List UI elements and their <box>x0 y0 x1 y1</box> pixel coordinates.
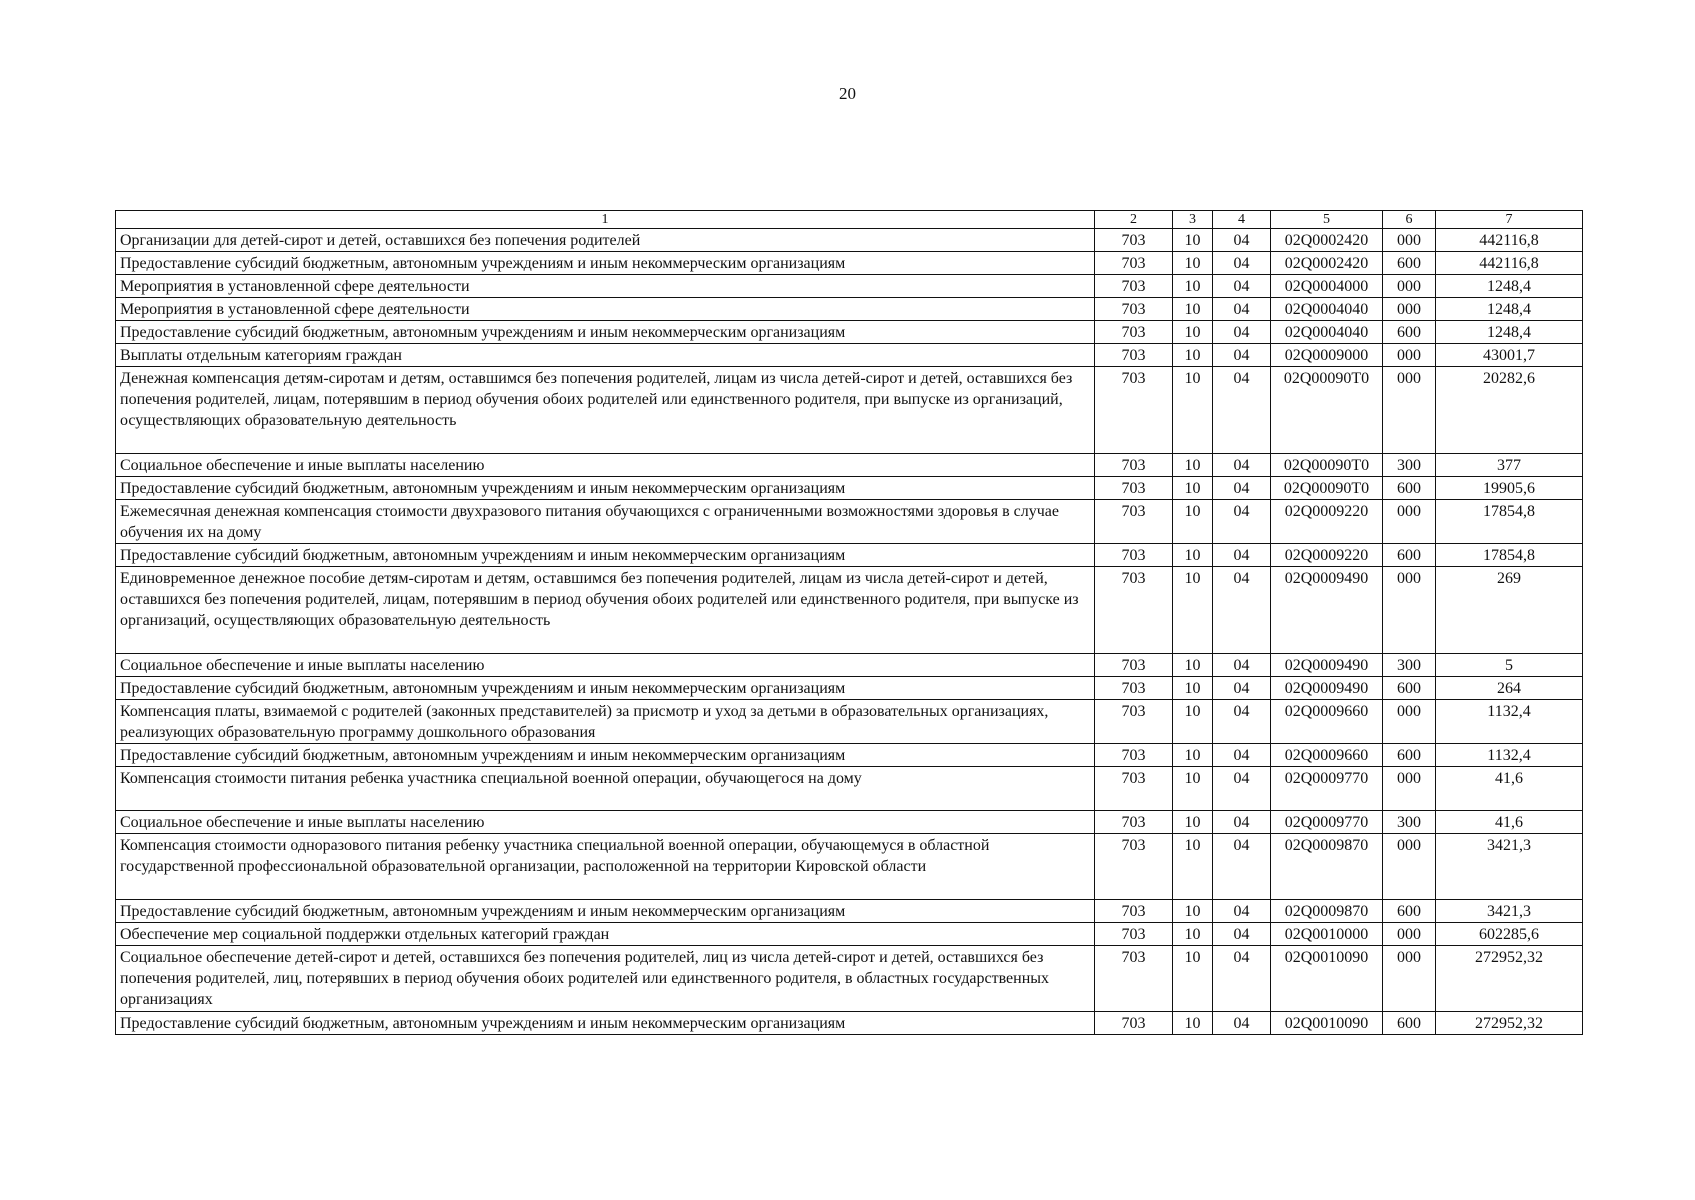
row-name-cell: Мероприятия в установленной сфере деятельности <box>116 298 1095 321</box>
row-subsection-cell: 04 <box>1213 654 1271 677</box>
row-amount-cell: 43001,7 <box>1436 344 1583 367</box>
row-amount-cell: 377 <box>1436 454 1583 477</box>
row-amount-cell: 264 <box>1436 677 1583 700</box>
row-code-cell: 703 <box>1095 477 1173 500</box>
column-header: 3 <box>1173 211 1213 229</box>
row-name-cell: Ежемесячная денежная компенсация стоимости двухразового питания обучающихся с ограниченными возможностями здоровья в случае обучения их на дому <box>116 500 1095 544</box>
row-name-cell: Единовременное денежное пособие детям-сиротам и детям, оставшимся без попечения родителей, лицам из числа детей-сирот и детей, оставшихся без попечения родителей, лицам, потерявшим в период обучения обоих родителей или единственного родителя, при выпуске из организаций, осуществляющих образовательную деятельность <box>116 567 1095 654</box>
table-row <box>116 700 1583 744</box>
row-target-article-cell: 02Q0010000 <box>1271 923 1383 946</box>
row-code-cell: 703 <box>1095 367 1173 454</box>
page-number: 20 <box>839 84 856 103</box>
column-header: 5 <box>1271 211 1383 229</box>
row-expense-type-cell: 300 <box>1383 654 1436 677</box>
table-row <box>116 544 1583 567</box>
row-subsection-cell: 04 <box>1213 275 1271 298</box>
column-header: 4 <box>1213 211 1271 229</box>
row-target-article-cell: 02Q0009870 <box>1271 834 1383 900</box>
row-code-cell: 703 <box>1095 298 1173 321</box>
row-section-cell: 10 <box>1173 1012 1213 1035</box>
row-section-cell: 10 <box>1173 275 1213 298</box>
row-subsection-cell: 04 <box>1213 454 1271 477</box>
row-code-cell: 703 <box>1095 544 1173 567</box>
row-section-cell: 10 <box>1173 454 1213 477</box>
row-code-cell: 703 <box>1095 923 1173 946</box>
row-name-cell: Предоставление субсидий бюджетным, автономным учреждениям и иным некоммерческим организациям <box>116 900 1095 923</box>
row-subsection-cell: 04 <box>1213 500 1271 544</box>
row-expense-type-cell: 600 <box>1383 321 1436 344</box>
table-row <box>116 1012 1583 1035</box>
row-target-article-cell: 02Q0010090 <box>1271 1012 1383 1035</box>
row-amount-cell: 5 <box>1436 654 1583 677</box>
row-expense-type-cell: 000 <box>1383 567 1436 654</box>
row-expense-type-cell: 600 <box>1383 544 1436 567</box>
row-subsection-cell: 04 <box>1213 321 1271 344</box>
row-section-cell: 10 <box>1173 298 1213 321</box>
row-code-cell: 703 <box>1095 811 1173 834</box>
row-code-cell: 703 <box>1095 275 1173 298</box>
row-expense-type-cell: 000 <box>1383 946 1436 1012</box>
row-expense-type-cell: 000 <box>1383 923 1436 946</box>
row-target-article-cell: 02Q0009000 <box>1271 344 1383 367</box>
table-row <box>116 500 1583 544</box>
row-target-article-cell: 02Q00090T0 <box>1271 367 1383 454</box>
table-row <box>116 477 1583 500</box>
row-expense-type-cell: 000 <box>1383 500 1436 544</box>
row-subsection-cell: 04 <box>1213 946 1271 1012</box>
row-code-cell: 703 <box>1095 900 1173 923</box>
row-expense-type-cell: 300 <box>1383 454 1436 477</box>
row-amount-cell: 41,6 <box>1436 767 1583 811</box>
row-name-cell: Выплаты отдельным категориям граждан <box>116 344 1095 367</box>
row-subsection-cell: 04 <box>1213 477 1271 500</box>
row-section-cell: 10 <box>1173 900 1213 923</box>
row-code-cell: 703 <box>1095 700 1173 744</box>
row-amount-cell: 442116,8 <box>1436 229 1583 252</box>
row-name-cell: Предоставление субсидий бюджетным, автономным учреждениям и иным некоммерческим организациям <box>116 477 1095 500</box>
row-subsection-cell: 04 <box>1213 367 1271 454</box>
row-amount-cell: 442116,8 <box>1436 252 1583 275</box>
table-row <box>116 946 1583 1012</box>
row-code-cell: 703 <box>1095 767 1173 811</box>
row-expense-type-cell: 600 <box>1383 477 1436 500</box>
table-row <box>116 298 1583 321</box>
row-code-cell: 703 <box>1095 454 1173 477</box>
row-expense-type-cell: 000 <box>1383 298 1436 321</box>
table-row <box>116 834 1583 900</box>
row-target-article-cell: 02Q00090T0 <box>1271 454 1383 477</box>
row-section-cell: 10 <box>1173 767 1213 811</box>
row-name-cell: Социальное обеспечение и иные выплаты населению <box>116 454 1095 477</box>
row-target-article-cell: 02Q0004040 <box>1271 321 1383 344</box>
row-section-cell: 10 <box>1173 544 1213 567</box>
row-expense-type-cell: 000 <box>1383 834 1436 900</box>
row-subsection-cell: 04 <box>1213 923 1271 946</box>
row-subsection-cell: 04 <box>1213 834 1271 900</box>
row-expense-type-cell: 000 <box>1383 344 1436 367</box>
budget-table <box>115 210 1583 1035</box>
row-subsection-cell: 04 <box>1213 811 1271 834</box>
row-section-cell: 10 <box>1173 500 1213 544</box>
row-expense-type-cell: 000 <box>1383 767 1436 811</box>
table-row <box>116 275 1583 298</box>
row-name-cell: Обеспечение мер социальной поддержки отдельных категорий граждан <box>116 923 1095 946</box>
row-target-article-cell: 02Q0004000 <box>1271 275 1383 298</box>
row-expense-type-cell: 600 <box>1383 744 1436 767</box>
row-code-cell: 703 <box>1095 677 1173 700</box>
row-amount-cell: 1132,4 <box>1436 700 1583 744</box>
row-name-cell: Предоставление субсидий бюджетным, автономным учреждениям и иным некоммерческим организациям <box>116 321 1095 344</box>
row-amount-cell: 272952,32 <box>1436 946 1583 1012</box>
row-amount-cell: 19905,6 <box>1436 477 1583 500</box>
row-code-cell: 703 <box>1095 500 1173 544</box>
row-name-cell: Социальное обеспечение и иные выплаты населению <box>116 654 1095 677</box>
row-section-cell: 10 <box>1173 677 1213 700</box>
row-amount-cell: 3421,3 <box>1436 834 1583 900</box>
row-subsection-cell: 04 <box>1213 677 1271 700</box>
row-amount-cell: 272952,32 <box>1436 1012 1583 1035</box>
row-section-cell: 10 <box>1173 229 1213 252</box>
row-target-article-cell: 02Q0004040 <box>1271 298 1383 321</box>
row-expense-type-cell: 000 <box>1383 229 1436 252</box>
table-row <box>116 677 1583 700</box>
row-section-cell: 10 <box>1173 744 1213 767</box>
row-code-cell: 703 <box>1095 946 1173 1012</box>
row-target-article-cell: 02Q0009870 <box>1271 900 1383 923</box>
row-subsection-cell: 04 <box>1213 767 1271 811</box>
row-name-cell: Мероприятия в установленной сфере деятельности <box>116 275 1095 298</box>
row-code-cell: 703 <box>1095 344 1173 367</box>
row-expense-type-cell: 600 <box>1383 900 1436 923</box>
row-section-cell: 10 <box>1173 344 1213 367</box>
table-row <box>116 811 1583 834</box>
table-row <box>116 567 1583 654</box>
row-name-cell: Организации для детей-сирот и детей, оставшихся без попечения родителей <box>116 229 1095 252</box>
row-amount-cell: 269 <box>1436 567 1583 654</box>
row-code-cell: 703 <box>1095 252 1173 275</box>
row-amount-cell: 17854,8 <box>1436 544 1583 567</box>
row-subsection-cell: 04 <box>1213 744 1271 767</box>
table-row <box>116 454 1583 477</box>
row-section-cell: 10 <box>1173 811 1213 834</box>
row-expense-type-cell: 000 <box>1383 367 1436 454</box>
table-row <box>116 900 1583 923</box>
row-subsection-cell: 04 <box>1213 900 1271 923</box>
row-amount-cell: 1248,4 <box>1436 298 1583 321</box>
row-amount-cell: 20282,6 <box>1436 367 1583 454</box>
row-amount-cell: 602285,6 <box>1436 923 1583 946</box>
table-header-row <box>116 211 1583 229</box>
table-row <box>116 321 1583 344</box>
row-target-article-cell: 02Q0009220 <box>1271 544 1383 567</box>
row-subsection-cell: 04 <box>1213 252 1271 275</box>
row-target-article-cell: 02Q0009490 <box>1271 654 1383 677</box>
row-target-article-cell: 02Q0009660 <box>1271 744 1383 767</box>
row-name-cell: Предоставление субсидий бюджетным, автономным учреждениям и иным некоммерческим организациям <box>116 544 1095 567</box>
row-target-article-cell: 02Q0009660 <box>1271 700 1383 744</box>
row-target-article-cell: 02Q0002420 <box>1271 252 1383 275</box>
row-section-cell: 10 <box>1173 923 1213 946</box>
row-section-cell: 10 <box>1173 252 1213 275</box>
row-subsection-cell: 04 <box>1213 544 1271 567</box>
row-name-cell: Денежная компенсация детям-сиротам и детям, оставшимся без попечения родителей, лицам из числа детей-сирот и детей, оставшихся без попечения родителей, лицам, потерявшим в период обучения обоих родителей или единственного родителя, при выпуске из организаций, осуществляющих образовательную деятельность <box>116 367 1095 454</box>
row-section-cell: 10 <box>1173 834 1213 900</box>
row-amount-cell: 1248,4 <box>1436 275 1583 298</box>
row-name-cell: Предоставление субсидий бюджетным, автономным учреждениям и иным некоммерческим организациям <box>116 744 1095 767</box>
table-row <box>116 344 1583 367</box>
row-expense-type-cell: 600 <box>1383 252 1436 275</box>
row-expense-type-cell: 300 <box>1383 811 1436 834</box>
row-target-article-cell: 02Q00090T0 <box>1271 477 1383 500</box>
row-section-cell: 10 <box>1173 477 1213 500</box>
table-row <box>116 252 1583 275</box>
row-code-cell: 703 <box>1095 567 1173 654</box>
row-name-cell: Компенсация стоимости питания ребенка участника специальной военной операции, обучающегося на дому <box>116 767 1095 811</box>
column-header: 1 <box>116 211 1095 229</box>
row-target-article-cell: 02Q0009770 <box>1271 811 1383 834</box>
row-subsection-cell: 04 <box>1213 344 1271 367</box>
row-amount-cell: 3421,3 <box>1436 900 1583 923</box>
row-subsection-cell: 04 <box>1213 229 1271 252</box>
row-target-article-cell: 02Q0009220 <box>1271 500 1383 544</box>
row-amount-cell: 1132,4 <box>1436 744 1583 767</box>
row-subsection-cell: 04 <box>1213 567 1271 654</box>
row-code-cell: 703 <box>1095 834 1173 900</box>
row-subsection-cell: 04 <box>1213 700 1271 744</box>
row-subsection-cell: 04 <box>1213 1012 1271 1035</box>
row-name-cell: Социальное обеспечение детей-сирот и детей, оставшихся без попечения родителей, лиц из числа детей-сирот и детей, оставшихся без попечения родителей, лиц, потерявших в период обучения обоих родителей или единственного родителя, в областных государственных организациях <box>116 946 1095 1012</box>
column-header: 6 <box>1383 211 1436 229</box>
row-expense-type-cell: 600 <box>1383 1012 1436 1035</box>
row-code-cell: 703 <box>1095 744 1173 767</box>
table-row <box>116 229 1583 252</box>
row-expense-type-cell: 000 <box>1383 700 1436 744</box>
row-section-cell: 10 <box>1173 654 1213 677</box>
row-expense-type-cell: 000 <box>1383 275 1436 298</box>
row-name-cell: Предоставление субсидий бюджетным, автономным учреждениям и иным некоммерческим организациям <box>116 677 1095 700</box>
column-header: 7 <box>1436 211 1583 229</box>
row-target-article-cell: 02Q0009490 <box>1271 677 1383 700</box>
row-subsection-cell: 04 <box>1213 298 1271 321</box>
row-name-cell: Компенсация платы, взимаемой с родителей (законных представителей) за присмотр и уход за детьми в образовательных организациях, реализующих образовательную программу дошкольного образования <box>116 700 1095 744</box>
row-amount-cell: 41,6 <box>1436 811 1583 834</box>
row-section-cell: 10 <box>1173 567 1213 654</box>
row-name-cell: Компенсация стоимости одноразового питания ребенку участника специальной военной операции, обучающемуся в областной государственной профессиональной образовательной организации, расположенной на территории Кировской области <box>116 834 1095 900</box>
row-name-cell: Социальное обеспечение и иные выплаты населению <box>116 811 1095 834</box>
row-target-article-cell: 02Q0009770 <box>1271 767 1383 811</box>
table-row <box>116 923 1583 946</box>
row-section-cell: 10 <box>1173 367 1213 454</box>
row-target-article-cell: 02Q0009490 <box>1271 567 1383 654</box>
row-amount-cell: 17854,8 <box>1436 500 1583 544</box>
row-name-cell: Предоставление субсидий бюджетным, автономным учреждениям и иным некоммерческим организациям <box>116 252 1095 275</box>
table-row <box>116 767 1583 811</box>
row-code-cell: 703 <box>1095 1012 1173 1035</box>
row-section-cell: 10 <box>1173 946 1213 1012</box>
table-row <box>116 367 1583 454</box>
row-code-cell: 703 <box>1095 321 1173 344</box>
table-row <box>116 654 1583 677</box>
row-expense-type-cell: 600 <box>1383 677 1436 700</box>
column-header: 2 <box>1095 211 1173 229</box>
row-section-cell: 10 <box>1173 321 1213 344</box>
row-target-article-cell: 02Q0010090 <box>1271 946 1383 1012</box>
row-amount-cell: 1248,4 <box>1436 321 1583 344</box>
row-name-cell: Предоставление субсидий бюджетным, автономным учреждениям и иным некоммерческим организациям <box>116 1012 1095 1035</box>
table-row <box>116 744 1583 767</box>
row-section-cell: 10 <box>1173 700 1213 744</box>
row-target-article-cell: 02Q0002420 <box>1271 229 1383 252</box>
row-code-cell: 703 <box>1095 229 1173 252</box>
row-code-cell: 703 <box>1095 654 1173 677</box>
